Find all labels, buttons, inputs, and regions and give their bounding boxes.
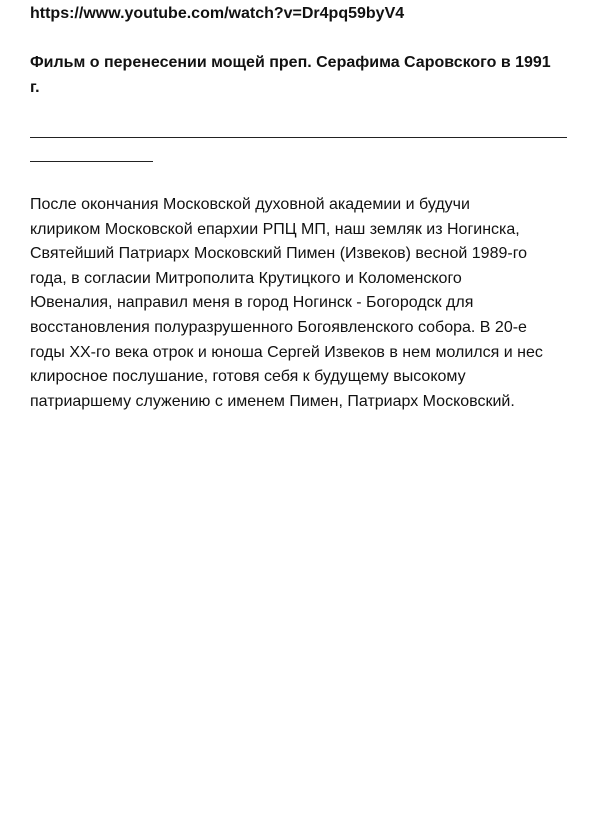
paragraph-line: клиросное послушание, готовя себя к будущему высокому (30, 368, 466, 386)
horizontal-rule-short (30, 161, 153, 162)
paragraph-line: патриаршему служению с именем Пимен, Патриарх Московский. (30, 392, 515, 410)
paragraph-line: клириком Московской епархии РПЦ МП, наш земляк из Ногинска, (30, 220, 520, 238)
video-title-line: Фильм о перенесении мощей преп. Серафима Саровского в 1991 (30, 54, 551, 71)
video-title-line: г. (30, 79, 40, 96)
horizontal-rule (30, 137, 567, 138)
paragraph-line: Ювеналия, направил меня в город Ногинск - Богородск для (30, 294, 474, 312)
paragraph-line: Святейший Патриарх Московский Пимен (Извеков) весной 1989-го (30, 245, 528, 263)
paragraph-line: года, в согласии Митрополита Крутицкого и Коломенского (30, 269, 462, 287)
video-title (30, 50, 575, 100)
paragraph-line: После окончания Московской духовной академии и будучи (30, 196, 470, 213)
video-url-link[interactable]: https://www.youtube.com/watch?v=Dr4pq59byV4 (30, 5, 405, 22)
body-paragraph (30, 193, 578, 414)
paragraph-line: годы ХХ-го века отрок и юноша Сергей Извеков в нем молился и нес (30, 343, 543, 361)
paragraph-line: восстановления полуразрушенного Богоявленского собора. В 20-е (30, 318, 527, 336)
